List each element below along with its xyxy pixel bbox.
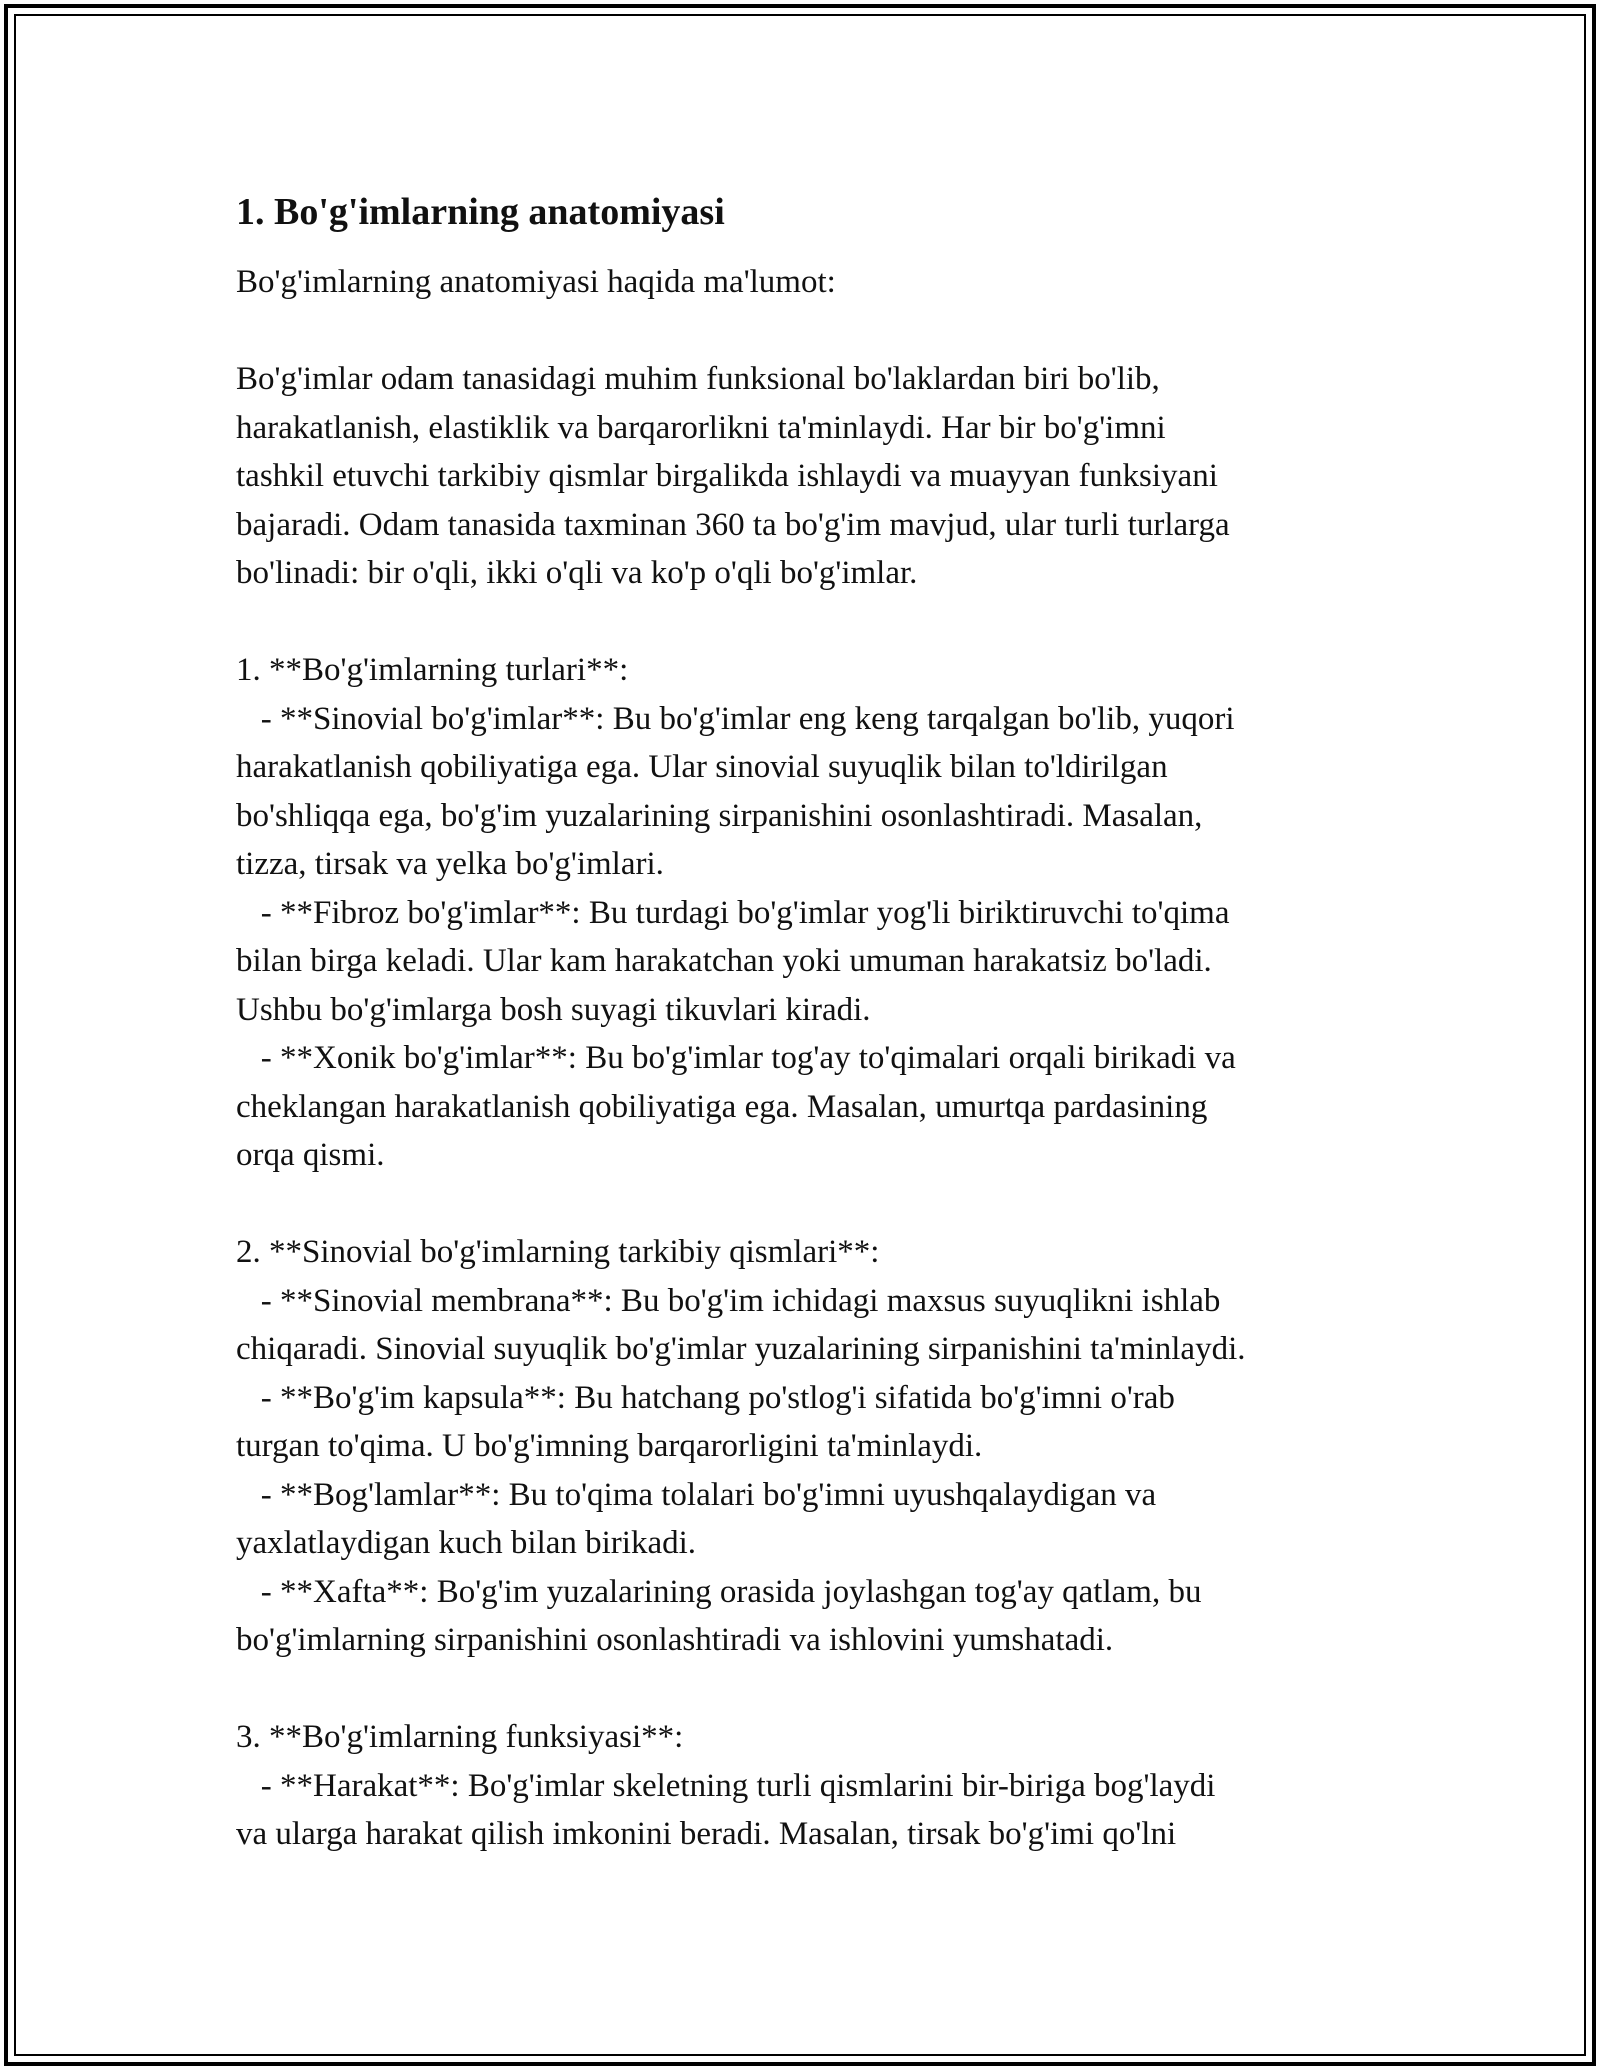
section-heading: 1. Bo'g'imlarning anatomiyasi	[236, 191, 725, 233]
body-text: Bo'g'imlarning anatomiyasi haqida ma'lumot: Bo'g'imlar odam tanasidagi muhim funksional bo'laklardan biri bo'lib, harakatlanish, elastiklik va barqarorlikni ta'minlaydi. Har bir bo'g'imni tashkil etuvchi tarkibiy qismlar birgalikda ishlaydi va muayyan funksiyani bajaradi. Odam tanasida taxminan 360 ta bo'g'im mavjud, ular turli turlarga bo'linadi: bir o'qli, ikki o'qli va ko'p o'qli bo'g'imlar. 1. **Bo'g'imlarning turlari**: - **Sinovial bo'g'imlar**: Bu bo'g'imlar eng keng tarqalgan bo'lib, yuqori harakatlanish qobiliyatiga ega. Ular sinovial suyuqlik bilan to'ldirilgan bo'shliqqa ega, bo'g'im yuzalarining sirpanishini osonlashtiradi. Masalan, tizza, tirsak va yelka bo'g'imlari. - **Fibroz bo'g'imlar**: Bu turdagi bo'g'imlar yog'li biriktiruvchi to'qima bilan birga keladi. Ular kam harakatchan yoki umuman harakatsiz bo'ladi. Ushbu bo'g'imlarga bosh suyagi tikuvlari kiradi. - **Xonik bo'g'imlar**: Bu bo'g'imlar tog'ay to'qimalari orqali birikadi va cheklangan harakatlanish qobiliyatiga ega. Masalan, umurtqa pardasining orqa qismi. 2. **Sinovial bo'g'imlarning tarkibiy qismlari**: - **Sinovial membrana**: Bu bo'g'im ichidagi maxsus suyuqlikni ishlab chiqaradi. Sinovial suyuqlik bo'g'imlar yuzalarining sirpanishini ta'minlaydi. - **Bo'g'im kapsula**: Bu hatchang po'stlog'i sifatida bo'g'imni o'rab turgan to'qima. U bo'g'imning barqarorligini ta'minlaydi. - **Bog'lamlar**: Bu to'qima tolalari bo'g'imni uyushqalaydigan va yaxlatlaydigan kuch bilan birikadi. - **Xafta**: Bo'g'im yuzalarining orasida joylashgan tog'ay qatlam, bu bo'g'imlarning sirpanishini osonlashtiradi va ishlovini yumshatadi. 3. **Bo'g'imlarning funksiyasi**: - **Harakat**: Bo'g'imlar skeletning turli qismlarini bir-biriga bog'laydi va ularga harakat qilish imkonini beradi. Masalan, tirsak bo'g'imi qo'lni	[236, 264, 1246, 1852]
document-content	[236, 186, 1396, 1859]
